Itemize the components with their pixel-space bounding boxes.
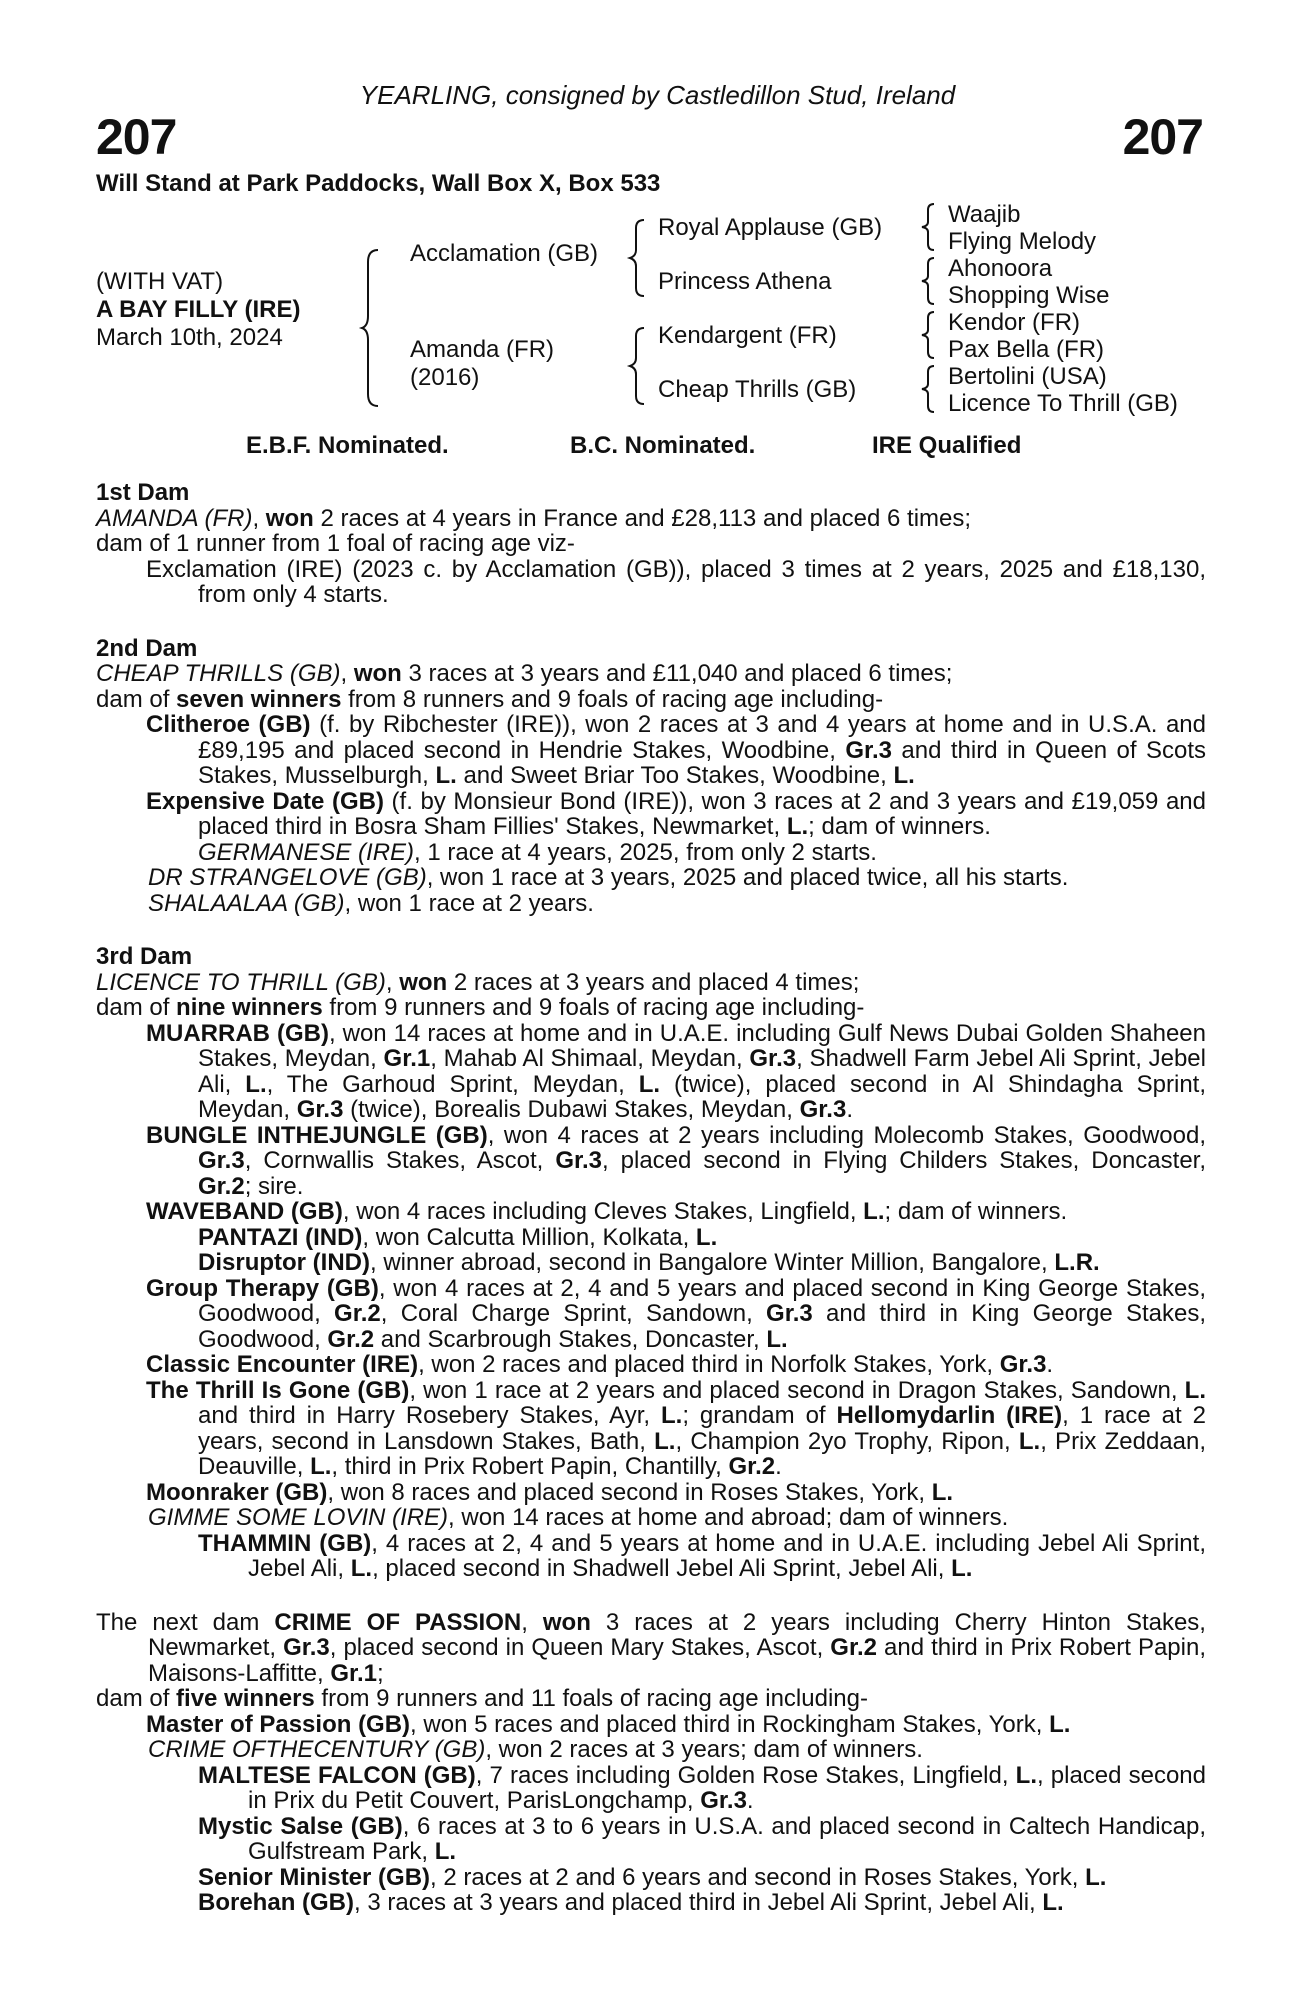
dam3-produce-b: nine winners	[176, 994, 323, 1021]
dam2-produce	[96, 687, 1206, 713]
dam2-name: CHEAP THRILLS (GB)	[96, 660, 341, 687]
mystic-a: , 6 races at 3 to 6 years in U.S.A. and placed second in Caltech Handicap, Gulfstream Park,	[248, 1812, 1207, 1865]
germanese-text: , 1 race at 4 years, 2025, from only 2 starts.	[414, 838, 877, 866]
dam2-offspring-dr-strangelove	[96, 865, 1206, 891]
group-g2a: Gr.2	[334, 1300, 381, 1327]
thrill-a: , won 1 race at 2 years and placed second in Dragon Stakes, Sandown,	[409, 1376, 1185, 1404]
thrill-c: ; grandam of	[682, 1402, 837, 1429]
thrill-l2: L.	[660, 1402, 683, 1429]
thammin-a: , 4 races at 2, 4 and 5 years at home and in U.A.E. including Jebel Ali Sprint, Jebel Ali,	[248, 1529, 1206, 1582]
bungle-c: , placed second in Flying Childers Stakes, Doncaster,	[602, 1147, 1206, 1174]
lot-number-right: 207	[1122, 109, 1203, 165]
dam4-grand-borehan	[96, 1890, 1206, 1916]
pantazi-l: L.	[695, 1223, 718, 1251]
dam4-produce-a: dam of	[96, 1685, 177, 1712]
germanese-name: GERMANESE (IRE)	[198, 838, 415, 866]
mystic-l: L.	[434, 1838, 457, 1865]
gg-5: Kendor (FR)	[948, 309, 1081, 336]
dam1-record-text: 2 races at 4 years in France and £28,113 and placed 6 times;	[313, 504, 972, 532]
dam3-offspring-classic-encounter	[96, 1352, 1206, 1378]
dam3-produce-c: from 9 runners and 9 foals of racing age including-	[322, 994, 865, 1021]
shalaalaa-name: SHALAALAA (GB)	[148, 889, 345, 917]
dam1-name: AMANDA (FR)	[96, 504, 253, 532]
gg-4: Shopping Wise	[948, 282, 1110, 309]
dam1-heading: 1st Dam	[96, 479, 190, 506]
dam4-record-c: and third in Prix Robert Papin, Maisons-Laffitte,	[148, 1634, 1206, 1687]
lot-number-left: 207	[96, 109, 177, 165]
waveband-l: L.	[863, 1198, 885, 1225]
dam1-produce: dam of 1 runner from 1 foal of racing age viz-	[96, 530, 575, 557]
brace-g1	[922, 202, 936, 252]
sire-dam: Princess Athena	[658, 268, 832, 295]
dam3-offspring-gimme-some-lovin	[96, 1505, 1206, 1531]
thammin-name: THAMMIN (GB)	[198, 1529, 372, 1557]
gg-2: Flying Melody	[948, 228, 1097, 255]
dam3-offspring-muarrab	[96, 1021, 1206, 1123]
vat-label: (WITH VAT)	[96, 268, 224, 295]
bungle-a: , won 4 races at 2 years including Molecomb Stakes, Goodwood,	[487, 1121, 1206, 1149]
gg-6: Pax Bella (FR)	[948, 336, 1105, 363]
dam3-offspring-bungle	[96, 1123, 1206, 1200]
crime-text: , won 2 races at 3 years; dam of winners.	[485, 1736, 923, 1763]
horse-name: A BAY FILLY (IRE)	[96, 296, 301, 323]
dam1-won: won	[265, 504, 314, 532]
dam4-produce	[96, 1686, 1206, 1712]
dam4-record-g2: Gr.2	[830, 1634, 877, 1661]
classic-name: Classic Encounter (IRE)	[146, 1351, 419, 1378]
dam1-record: AMANDA (FR), won 2 races at 4 years in France and £28,113 and placed 6 times;	[96, 504, 972, 532]
stabling-info: Will Stand at Park Paddocks, Wall Box X, Box 533	[96, 170, 661, 197]
thrill-l4: L.	[1018, 1427, 1041, 1455]
borehan-l: L.	[1042, 1889, 1064, 1916]
dam2-produce-c: from 8 runners and 9 foals of racing age including-	[341, 685, 884, 713]
expensive-date-a: (f. by Monsieur Bond (IRE)), won 3 races at 2 and 3 years and £19,059 and placed third in Bosra Sham Fillies' Stakes, Newmarket,	[198, 787, 1207, 840]
dam2-offspring-expensive-date	[96, 789, 1206, 840]
maltese-g3: Gr.3	[700, 1787, 747, 1814]
ebf-nominated: E.B.F. Nominated.	[246, 432, 449, 459]
classic-a: , won 2 races and placed third in Norfolk Stakes, York,	[418, 1351, 1000, 1378]
dam3-produce-a: dam of	[96, 994, 177, 1021]
pantazi-text: , won Calcutta Million, Kolkata,	[362, 1223, 696, 1251]
dam3-produce	[96, 995, 1206, 1021]
dam-year: (2016)	[410, 364, 480, 391]
thrill-l5: L.	[310, 1453, 332, 1480]
foaling-date: March 10th, 2024	[96, 324, 283, 351]
clitheroe-c: and Sweet Briar Too Stakes, Woodbine,	[456, 762, 894, 789]
waveband-a: , won 4 races including Cleves Stakes, Lingfield,	[342, 1198, 864, 1225]
dam4-offspring-crime-ofthecentury	[96, 1737, 1206, 1763]
gg-7: Bertolini (USA)	[948, 363, 1107, 390]
thrill-l3: L.	[654, 1427, 676, 1455]
senior-a: , 2 races at 2 and 6 years and second in Roses Stakes, York,	[430, 1863, 1086, 1891]
dam4-grand-mystic-salse	[96, 1814, 1206, 1865]
dam3-offspring-waveband	[96, 1199, 1206, 1225]
brace-dam	[630, 326, 648, 406]
thrill-g: , third in Prix Robert Papin, Chantilly,	[331, 1453, 729, 1480]
disruptor-name: Disruptor (IND)	[198, 1249, 370, 1276]
gimme-text: , won 14 races at home and abroad; dam of winners.	[448, 1504, 1009, 1531]
thrill-e: , Champion 2yo Trophy, Ripon,	[675, 1427, 1019, 1455]
mystic-name: Mystic Salse (GB)	[198, 1812, 403, 1840]
dam2-produce-a: dam of	[96, 685, 177, 713]
brace-sire	[630, 218, 648, 298]
classic-g3: Gr.3	[999, 1351, 1047, 1378]
muarrab-d: , The Garhoud Sprint, Meydan,	[266, 1070, 639, 1098]
expensive-date-b: ; dam of winners.	[808, 813, 991, 840]
expensive-date-name: Expensive Date (GB)	[146, 787, 384, 815]
dam3-heading: 3rd Dam	[96, 943, 193, 970]
muarrab-e: (twice), placed second in Al Shindagha Sprint, Meydan,	[198, 1070, 1206, 1123]
clitheroe-name: Clitheroe (GB)	[146, 711, 311, 738]
dam4-record-a: 3 races at 2 years including Cherry Hinton Stakes, Newmarket,	[148, 1608, 1206, 1661]
muarrab-g1: Gr.1	[383, 1045, 431, 1072]
dam2-record-text: 3 races at 3 years and £11,040 and placed 6 times;	[401, 660, 953, 687]
muarrab-l2: L.	[638, 1070, 661, 1098]
dam3-offspring-thrill-is-gone	[96, 1378, 1206, 1480]
ire-qualified: IRE Qualified	[872, 432, 1022, 459]
gimme-name: GIMME SOME LOVIN (IRE)	[148, 1504, 449, 1531]
maltese-name: MALTESE FALCON (GB)	[198, 1761, 476, 1789]
dam4-name: CRIME OF PASSION	[274, 1608, 522, 1636]
maltese-l: L.	[1015, 1761, 1037, 1789]
sire-sire: Royal Applause (GB)	[658, 214, 883, 241]
borehan-a: , 3 races at 3 years and placed third in Jebel Ali Sprint, Jebel Ali,	[354, 1889, 1043, 1916]
senior-l: L.	[1085, 1863, 1107, 1891]
muarrab-b: , Mahab Al Shimaal, Meydan,	[430, 1045, 750, 1072]
bungle-g2: Gr.2	[198, 1172, 245, 1200]
dam4-won: won	[542, 1608, 591, 1636]
group-g2b: Gr.2	[327, 1325, 375, 1353]
senior-name: Senior Minister (GB)	[198, 1863, 431, 1891]
group-d: and Scarbrough Stakes, Doncaster,	[374, 1325, 767, 1353]
dam4-produce-b: five winners	[176, 1685, 315, 1712]
moon-a: , won 8 races and placed second in Roses Stakes, York,	[327, 1478, 932, 1506]
dam2-won: won	[353, 660, 402, 687]
dam4-record-g1: Gr.1	[330, 1659, 378, 1687]
waveband-name: WAVEBAND (GB)	[146, 1198, 343, 1225]
borehan-name: Borehan (GB)	[198, 1889, 354, 1916]
bungle-d: ; sire.	[244, 1172, 304, 1200]
dam4-intro: The next dam	[96, 1608, 275, 1636]
bungle-name: BUNGLE INTHEJUNGLE (GB)	[146, 1121, 488, 1149]
dam4-grand-maltese-falcon	[96, 1763, 1206, 1814]
dam2-record: CHEAP THRILLS (GB), won 3 races at 3 years and £11,040 and placed 6 times;	[96, 660, 953, 687]
pantazi-name: PANTAZI (IND)	[198, 1223, 363, 1251]
maltese-b: , placed second in Prix du Petit Couvert, ParisLongchamp,	[248, 1761, 1206, 1814]
muarrab-end: .	[846, 1096, 853, 1123]
thammin-l2: L.	[951, 1555, 973, 1582]
thrill-end: .	[775, 1453, 782, 1480]
thrill-g2: Gr.2	[728, 1453, 776, 1480]
gg-1: Waajib	[948, 201, 1021, 228]
dam: Amanda (FR)	[410, 336, 555, 363]
dam2-offspring-clitheroe	[96, 712, 1206, 789]
clitheroe-l1: L.	[435, 762, 457, 789]
master-a: , won 5 races and placed third in Rockingham Stakes, York,	[410, 1710, 1050, 1738]
dam2-produce-b: seven winners	[176, 685, 342, 713]
maltese-end: .	[746, 1787, 754, 1814]
dam3-grand-disruptor	[96, 1250, 1206, 1276]
bungle-g3a: Gr.3	[198, 1147, 245, 1174]
muarrab-g3a: Gr.3	[749, 1045, 797, 1072]
muarrab-g3b: Gr.3	[296, 1096, 344, 1123]
thrill-b: and third in Harry Rosebery Stakes, Ayr,	[198, 1402, 661, 1429]
dr-strangelove-name: DR STRANGELOVE (GB)	[148, 864, 427, 891]
clitheroe-b: and third in Queen of Scots Stakes, Musselburgh,	[198, 736, 1207, 789]
master-name: Master of Passion (GB)	[146, 1710, 411, 1738]
shalaalaa-text: , won 1 race at 2 years.	[344, 889, 594, 917]
waveband-b: ; dam of winners.	[884, 1198, 1068, 1225]
dam1-offspring-1: Exclamation (IRE) (2023 c. by Acclamation (GB)), placed 3 times at 2 years, 2025 and £18,130, from only 4 starts.	[146, 555, 1206, 608]
clitheroe-l2: L.	[893, 762, 915, 789]
dam3-offspring-moonraker	[96, 1480, 1206, 1506]
dam3-offspring-group-therapy	[96, 1276, 1206, 1353]
group-g3: Gr.3	[766, 1300, 813, 1327]
dam4-produce-c: from 9 runners and 11 foals of racing age including-	[314, 1685, 868, 1712]
bc-nominated: B.C. Nominated.	[570, 432, 756, 459]
dam2-offspring-shalaalaa	[96, 891, 1206, 917]
group-b: , Coral Charge Sprint, Sandown,	[380, 1300, 767, 1327]
muarrab-name: MUARRAB (GB)	[146, 1019, 329, 1047]
thrill-d: , 1 race at 2 years, second in Lansdown Stakes, Bath,	[198, 1402, 1206, 1455]
disruptor-text: , winner abroad, second in Bangalore Winter Million, Bangalore,	[369, 1249, 1055, 1276]
dam3-name: LICENCE TO THRILL (GB)	[96, 968, 386, 996]
group-l: L.	[766, 1325, 788, 1353]
gg-3: Ahonoora	[948, 255, 1053, 282]
dam2-grand-germanese	[96, 840, 1206, 866]
disruptor-lr: L.R.	[1054, 1249, 1100, 1276]
dam-sire: Kendargent (FR)	[658, 322, 837, 349]
muarrab-g3c: Gr.3	[799, 1096, 847, 1123]
gg-8: Licence To Thrill (GB)	[948, 390, 1178, 417]
muarrab-a: , won 14 races at home and in U.A.E. including Gulf News Dubai Golden Shaheen Stakes, Meydan,	[198, 1019, 1206, 1072]
dam3-grand-pantazi	[96, 1225, 1206, 1251]
family-notes	[96, 480, 1206, 1916]
clitheroe-g: Gr.3	[845, 736, 893, 764]
catalogue-heading: YEARLING, consigned by Castledillon Stud, Ireland	[359, 80, 956, 110]
muarrab-f: (twice), Borealis Dubawi Stakes, Meydan,	[343, 1096, 800, 1123]
dam4-record-g3: Gr.3	[283, 1634, 330, 1661]
dr-strangelove-text: , won 1 race at 3 years, 2025 and placed twice, all his starts.	[426, 864, 1069, 891]
thammin-b: , placed second in Shadwell Jebel Ali Sprint, Jebel Ali,	[372, 1555, 952, 1582]
dam-dam: Cheap Thrills (GB)	[658, 376, 857, 403]
group-c: and third in King George Stakes, Goodwood,	[198, 1300, 1207, 1353]
dam2-heading: 2nd Dam	[96, 634, 198, 662]
bungle-b: , Cornwallis Stakes, Ascot,	[244, 1147, 556, 1174]
thammin-l1: L.	[350, 1555, 373, 1582]
dam3-won: won	[399, 968, 448, 996]
crime-name: CRIME OFTHECENTURY (GB)	[148, 1736, 486, 1763]
brace-g4	[922, 364, 936, 414]
dam3-record-text: 2 races at 3 years and placed 4 times;	[447, 968, 860, 996]
clitheroe-a: (f. by Ribchester (IRE)), won 2 races at 3 and 4 years at home and in U.S.A. and £89,195 and placed second in Hendrie Stakes, Woodbine,	[198, 711, 1206, 764]
thrill-l1: L.	[1184, 1376, 1206, 1404]
maltese-a: , 7 races including Golden Rose Stakes, Lingfield,	[475, 1761, 1016, 1789]
dam4-grand-senior-minister	[96, 1865, 1206, 1891]
dam3-record: LICENCE TO THRILL (GB), won 2 races at 3 years and placed 4 times;	[96, 968, 860, 996]
bungle-g3b: Gr.3	[555, 1147, 603, 1174]
dam4-offspring-master-of-passion	[96, 1712, 1206, 1738]
master-l: L.	[1049, 1710, 1071, 1738]
dam4-record: The next dam CRIME OF PASSION, won 3 races at 2 years including Cherry Hinton Stakes, Newmarket, Gr.3, placed second in Queen Mary Stakes, Ascot, Gr.2 and third in Prix Robert Papin, Maisons-Laffitte, Gr.1;	[96, 1608, 1206, 1687]
expensive-date-l: L.	[786, 813, 809, 840]
classic-end: .	[1046, 1351, 1054, 1378]
muarrab-c: , Shadwell Farm Jebel Ali Sprint, Jebel Ali,	[198, 1045, 1206, 1098]
brace-main	[362, 248, 382, 408]
brace-g2	[922, 256, 936, 306]
sire: Acclamation (GB)	[410, 240, 599, 267]
moon-l: L.	[931, 1478, 954, 1506]
thrill-gd: Hellomydarlin (IRE)	[836, 1402, 1063, 1429]
dam4-record-end: ;	[377, 1659, 384, 1687]
thrill-f: , Prix Zeddaan, Deauville,	[198, 1427, 1207, 1480]
muarrab-l1: L.	[245, 1070, 267, 1098]
dam4-record-b: , placed second in Queen Mary Stakes, Ascot,	[329, 1634, 831, 1661]
brace-g3	[922, 310, 936, 360]
group-name: Group Therapy (GB)	[146, 1274, 379, 1302]
moon-name: Moonraker (GB)	[146, 1478, 328, 1506]
dam3-grand-thammin	[96, 1531, 1206, 1582]
group-a: , won 4 races at 2, 4 and 5 years and placed second in King George Stakes, Goodwood,	[198, 1274, 1206, 1327]
thrill-name: The Thrill Is Gone (GB)	[146, 1376, 410, 1404]
